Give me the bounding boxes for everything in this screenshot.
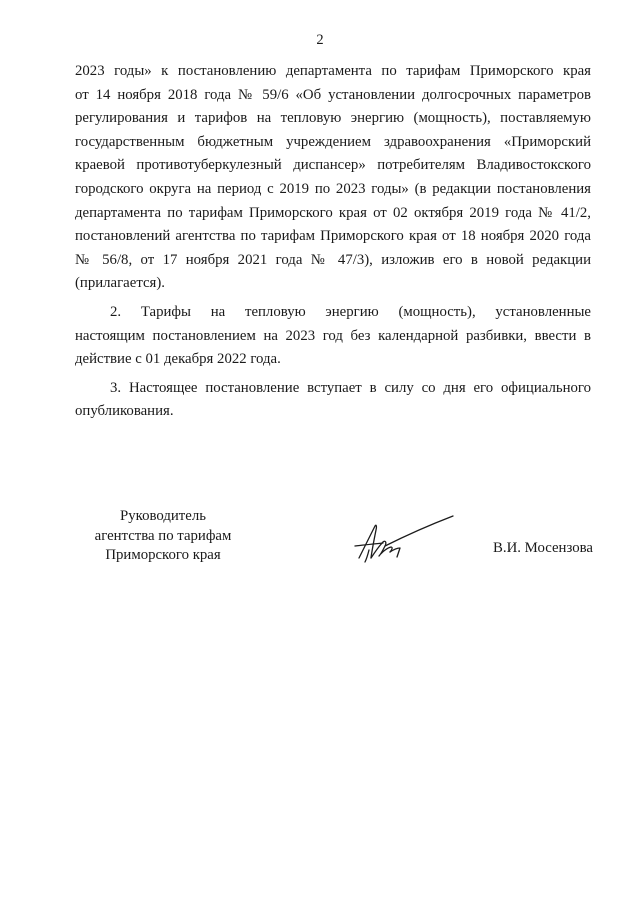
signatory-position	[78, 507, 248, 566]
position-line: Приморского края	[105, 547, 221, 563]
text-line: городского округа на период с 2019 по 2023 годы» (в редакции постановления	[75, 180, 591, 197]
paragraph-3	[75, 377, 591, 424]
page-number: 2	[316, 32, 324, 48]
document-body	[75, 60, 591, 424]
paragraph-2	[75, 301, 591, 372]
text-line: департамента по тарифам Приморского края от 02 октября 2019 года № 41/2,	[75, 204, 591, 221]
position-line: агентства по тарифам	[94, 527, 232, 544]
text-line: от 14 ноября 2018 года № 59/6 «Об установлении долгосрочных параметров	[75, 86, 591, 103]
handwritten-signature-icon	[345, 512, 460, 572]
text-line: постановлений агентства по тарифам Приморского края от 18 ноября 2020 года	[75, 228, 591, 245]
text-line: № 56/8, от 17 ноября 2021 года № 47/3), изложив его в новой редакции	[75, 251, 591, 268]
text-line: 2. Тарифы на тепловую энергию (мощность), установленные	[110, 303, 591, 320]
position-line: Руководитель	[120, 508, 206, 524]
paragraph-1	[75, 60, 591, 296]
text-line: настоящим постановлением на 2023 год без календарной разбивки, ввести в	[75, 327, 591, 344]
text-line: государственным бюджетным учреждением здравоохранения «Приморский	[75, 133, 591, 150]
signer-name: В.И. Мосензова	[493, 540, 593, 556]
text-line: действие с 01 декабря 2022 года.	[75, 351, 281, 368]
text-line: 3. Настоящее постановление вступает в силу со дня его официального	[110, 379, 591, 396]
text-line: 2023 годы» к постановлению департамента по тарифам Приморского края	[75, 63, 591, 79]
text-line: (прилагается).	[75, 275, 165, 292]
text-line: опубликования.	[75, 403, 174, 420]
text-line: краевой противотуберкулезный диспансер» потребителям Владивостокского	[75, 157, 591, 174]
text-line: регулирования и тарифов на тепловую энергию (мощность), поставляемую	[75, 110, 591, 127]
